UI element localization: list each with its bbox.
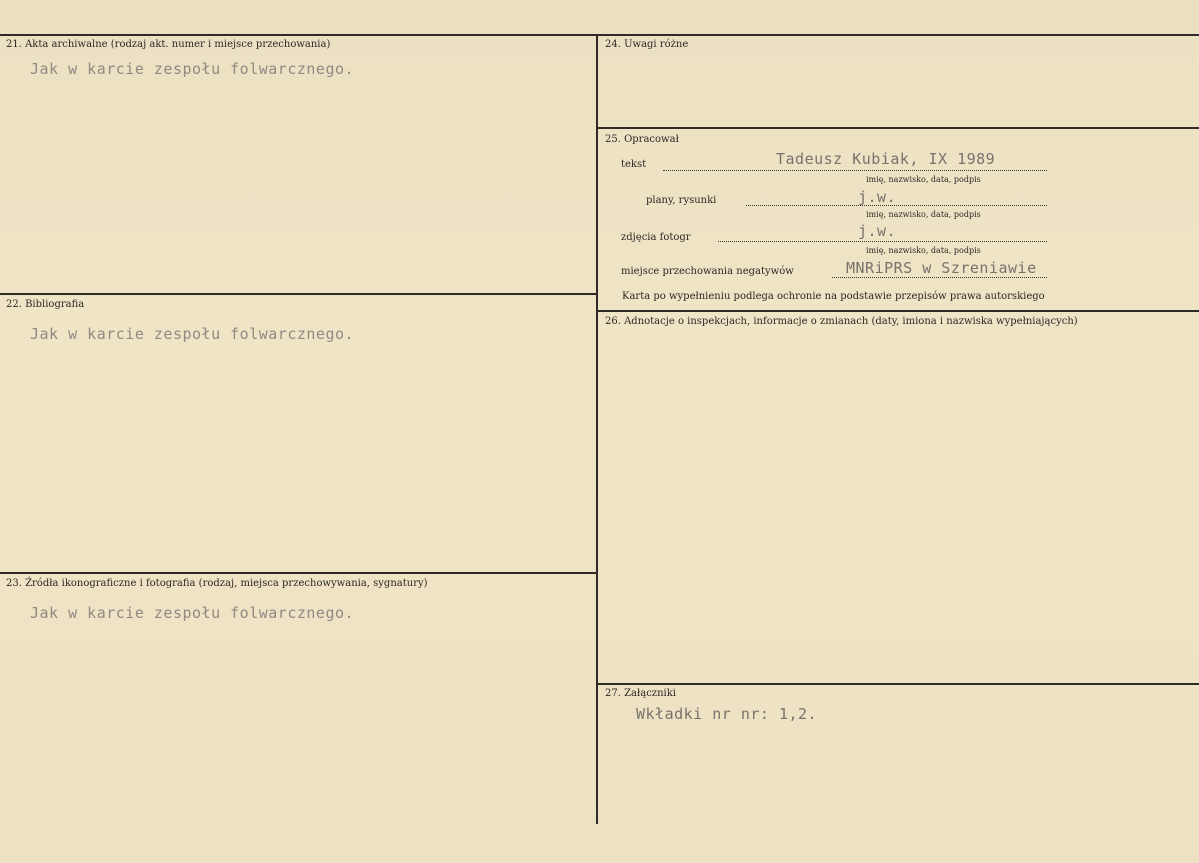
copyright-note: Karta po wypełnieniu podlega ochronie na podstawie przepisów prawa autorskiego (622, 291, 1045, 302)
rule-21-22 (0, 293, 597, 295)
plany-label: plany, rysunki (646, 195, 717, 206)
section-21-label: 21. Akta archiwalne (rodzaj akt. numer i miejsce przechowania) (6, 39, 331, 50)
rule-22-23 (0, 572, 597, 574)
tekst-label: tekst (621, 159, 647, 170)
card-top-edge (0, 0, 1199, 30)
miejsce-value: MNRiPRS w Szreniawie (846, 259, 1037, 277)
section-22-label: 22. Bibliografia (6, 299, 85, 310)
top-rule (0, 34, 1199, 36)
section-25-label: 25. Opracował (605, 134, 679, 145)
plany-value: j.w. (858, 188, 897, 206)
center-divider (596, 34, 598, 824)
section-21-value: Jak w karcie zespołu folwarcznego. (30, 60, 355, 78)
rule-24-25 (597, 127, 1199, 129)
rule-26-27 (597, 683, 1199, 685)
section-22-value: Jak w karcie zespołu folwarcznego. (30, 325, 355, 343)
section-27-value: Wkładki nr nr: 1,2. (636, 705, 818, 723)
zdjecia-value: j.w. (858, 222, 897, 240)
zdjecia-line (718, 241, 1047, 242)
rule-25-26 (597, 310, 1199, 312)
plany-hint: imię, nazwisko, data, podpis (866, 210, 981, 219)
tekst-hint: imię, nazwisko, data, podpis (866, 175, 981, 184)
tekst-line (663, 170, 1047, 171)
section-26-label: 26. Adnotacje o inspekcjach, informacje o zmianach (daty, imiona i nazwiska wypełniających) (605, 316, 1078, 327)
zdjecia-hint: imię, nazwisko, data, podpis (866, 246, 981, 255)
tekst-value: Tadeusz Kubiak, IX 1989 (776, 150, 996, 168)
miejsce-label: miejsce przechowania negatywów (621, 266, 794, 277)
section-23-value: Jak w karcie zespołu folwarcznego. (30, 604, 355, 622)
section-27-label: 27. Załączniki (605, 688, 676, 699)
section-23-label: 23. Źródła ikonograficzne i fotografia (rodzaj, miejsca przechowywania, sygnatury) (6, 578, 428, 589)
plany-line (746, 205, 1047, 206)
miejsce-line (832, 277, 1047, 278)
section-24-label: 24. Uwagi różne (605, 39, 689, 50)
zdjecia-label: zdjęcia fotogr (621, 232, 691, 243)
